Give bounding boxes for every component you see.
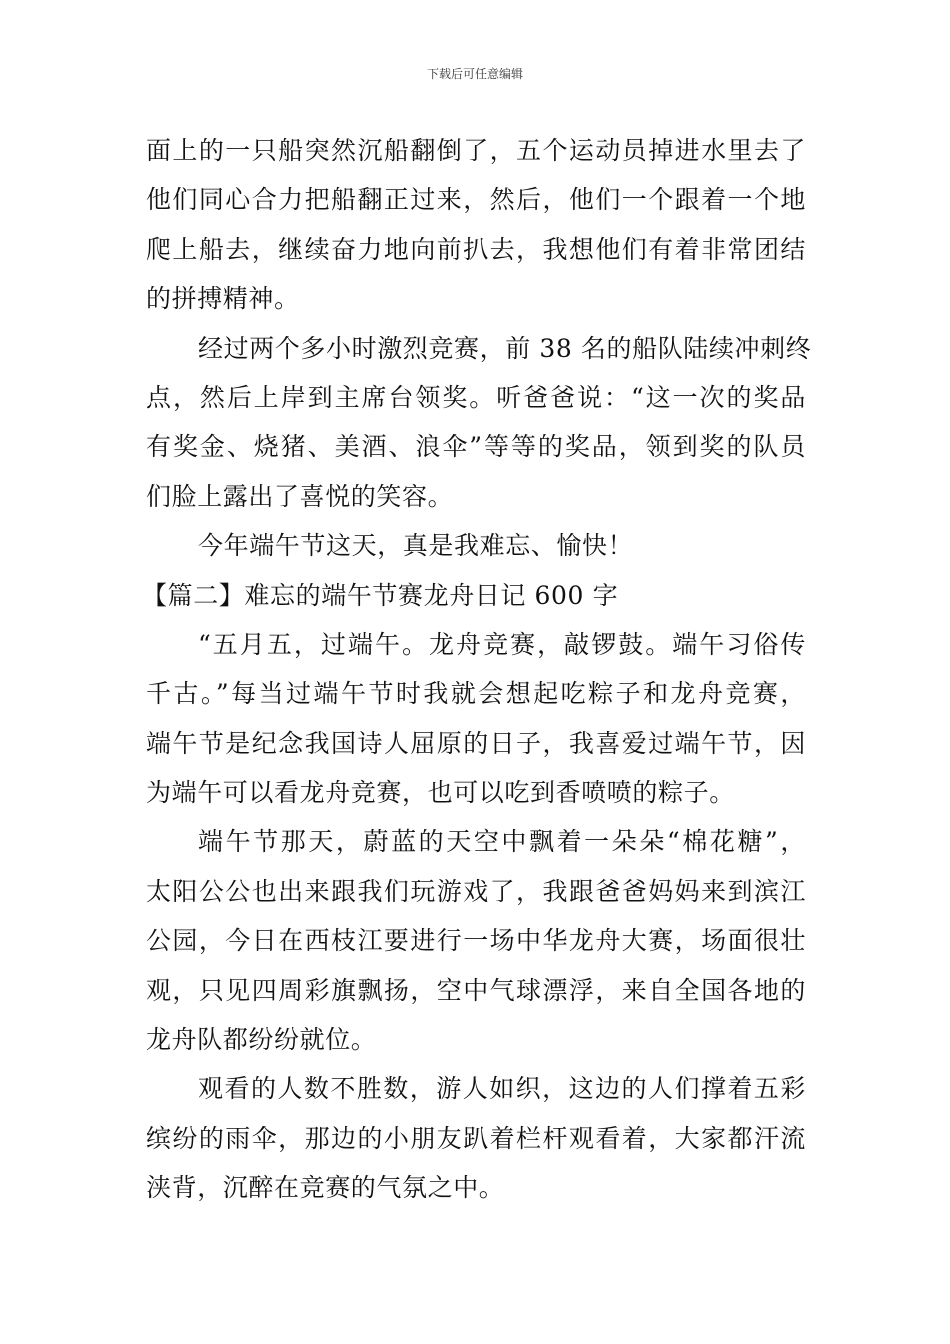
section-heading: 【篇二】难忘的端午节赛龙舟日记 600 字: [142, 580, 619, 610]
text-line: 他们同心合力把船翻正过来，然后，他们一个跟着一个地: [146, 185, 806, 215]
text-line: 点，然后上岸到主席台领奖。听爸爸说：“这一次的奖品: [146, 382, 806, 412]
text-line: 今年端午节这天，真是我难忘、愉快！: [198, 531, 634, 561]
text-line: 爬上船去，继续奋力地向前扒去，我想他们有着非常团结: [146, 234, 806, 264]
text-line: 龙舟队都纷纷就位。: [146, 1025, 377, 1055]
text-line: “五月五，过端午。龙舟竞赛，敲锣鼓。端午习俗传: [198, 629, 806, 659]
text-line: 浃背，沉醉在竞赛的气氛之中。: [146, 1173, 505, 1203]
text-line: 有奖金、烧猪、美酒、浪伞”等等的奖品，领到奖的队员: [146, 432, 806, 462]
text-line: 端午节那天，蔚蓝的天空中飘着一朵朵“棉花糖”，: [198, 827, 806, 857]
page-header: 下载后可任意编辑: [426, 67, 523, 81]
text-line: 们脸上露出了喜悦的笑容。: [146, 481, 454, 511]
text-line: 端午节是纪念我国诗人屈原的日子，我喜爱过端午节，因: [146, 728, 806, 758]
text-line: 缤纷的雨伞，那边的小朋友趴着栏杆观看着，大家都汗流: [146, 1123, 806, 1153]
text-line: 观，只见四周彩旗飘扬，空中气球漂浮，来自全国各地的: [146, 975, 806, 1005]
text-line: 太阳公公也出来跟我们玩游戏了，我跟爸爸妈妈来到滨江: [146, 876, 806, 906]
text-line: 观看的人数不胜数，游人如织，这边的人们撑着五彩: [198, 1074, 806, 1104]
text-line: 千古。”每当过端午节时我就会想起吃粽子和龙舟竞赛，: [146, 679, 806, 709]
document-body: [142, 126, 812, 1213]
text-line: 为端午可以看龙舟竞赛，也可以吃到香喷喷的粽子。: [146, 778, 735, 808]
text-line: 面上的一只船突然沉船翻倒了，五个运动员掉进水里去了: [146, 136, 806, 165]
text-line: 公园，今日在西枝江要进行一场中华龙舟大赛，场面很壮: [146, 926, 806, 956]
text-line: 经过两个多小时激烈竞赛，前 38 名的船队陆续冲刺终: [198, 333, 812, 363]
text-line: 的拼搏精神。: [146, 284, 300, 314]
